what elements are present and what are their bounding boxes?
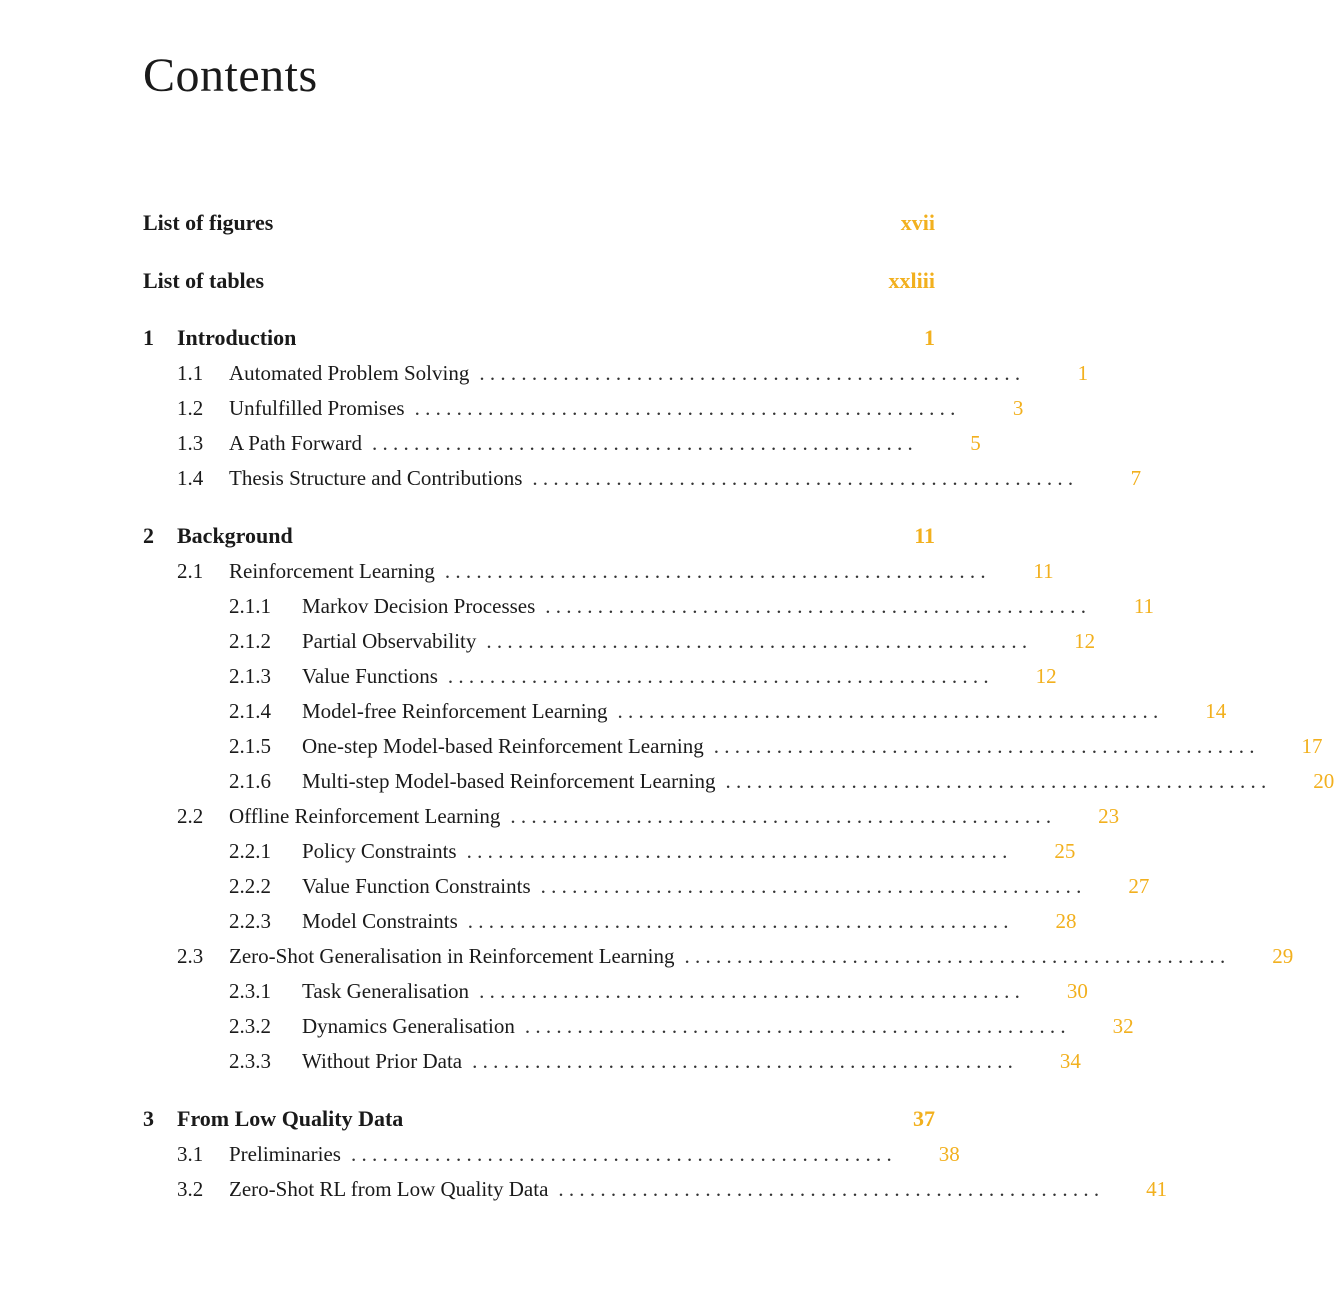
toc-page-link[interactable]: xxliii	[888, 268, 935, 293]
toc-subsection-2-3-2[interactable]	[229, 1011, 1134, 1041]
dot-leader: . . . . . . . . . . . . . . . . . . . . . . . . . . . . . . . . . . . . . . . . . . . . . . . . . . . .	[524, 1014, 1066, 1038]
toc-entry-number: 2.1.5	[229, 734, 271, 758]
toc-entry-label: Policy Constraints	[302, 839, 457, 863]
toc-entry-label: Without Prior Data	[302, 1049, 463, 1073]
toc-entry-label: A Path Forward	[229, 431, 362, 455]
dot-leader: . . . . . . . . . . . . . . . . . . . . . . . . . . . . . . . . . . . . . . . . . . . . . . . . . . . .	[510, 804, 1052, 828]
toc-entry-label: Value Functions	[302, 664, 438, 688]
toc-page-link[interactable]: 1	[924, 325, 935, 350]
toc-entry-label: Reinforcement Learning	[229, 559, 435, 583]
dot-leader: . . . . . . . . . . . . . . . . . . . . . . . . . . . . . . . . . . . . . . . . . . . . . . . . . . . .	[467, 909, 1009, 933]
toc-page-link[interactable]: 30	[1066, 979, 1088, 1003]
toc-entry-number: 2.2.2	[229, 874, 271, 898]
toc-section-1-3[interactable]	[177, 428, 981, 458]
dot-leader: . . . . . . . . . . . . . . . . . . . . . . . . . . . . . . . . . . . . . . . . . . . . . . . . . . . .	[540, 874, 1082, 898]
toc-page-link[interactable]: xvii	[900, 210, 935, 235]
toc-subsection-2-3-1[interactable]	[229, 976, 1088, 1006]
toc-entry-label: Model Constraints	[302, 909, 458, 933]
dot-leader: . . . . . . . . . . . . . . . . . . . . . . . . . . . . . . . . . . . . . . . . . . . . . . . . . . . .	[713, 734, 1255, 758]
toc-entry-number: 1.2	[177, 396, 204, 420]
toc-section-2-1[interactable]	[177, 556, 1054, 586]
dot-leader: . . . . . . . . . . . . . . . . . . . . . . . . . . . . . . . . . . . . . . . . . . . . . . . . . . . .	[414, 396, 956, 420]
toc-page-link[interactable]: 23	[1098, 804, 1120, 828]
dot-leader: . . . . . . . . . . . . . . . . . . . . . . . . . . . . . . . . . . . . . . . . . . . . . . . . . . . .	[444, 559, 986, 583]
toc-page-link[interactable]: 37	[913, 1106, 935, 1131]
dot-leader: . . . . . . . . . . . . . . . . . . . . . . . . . . . . . . . . . . . . . . . . . . . . . . . . . . . .	[479, 979, 1020, 1003]
toc-page-link[interactable]: 25	[1054, 839, 1076, 863]
toc-section-1-4[interactable]	[177, 463, 1142, 493]
toc-chapter-2[interactable]	[143, 521, 935, 551]
toc-subsection-2-1-2[interactable]	[229, 626, 1096, 656]
toc-entry-list-of-tables[interactable]	[143, 266, 935, 296]
toc-entry-number: 3	[143, 1106, 154, 1131]
toc-page-link[interactable]: 5	[970, 431, 981, 455]
toc-entry-list-of-figures[interactable]	[143, 208, 935, 238]
toc-page-link[interactable]: 12	[1035, 664, 1057, 688]
toc-entry-number: 2.2.1	[229, 839, 271, 863]
toc-subsection-2-3-3[interactable]	[229, 1046, 1081, 1076]
toc-page-link[interactable]: 1	[1077, 361, 1089, 385]
toc-entry-number: 2.2	[177, 804, 204, 828]
dot-leader: . . . . . . . . . . . . . . . . . . . . . . . . . . . . . . . . . . . . . . . . . . . . . . . . . . . .	[545, 594, 1087, 618]
toc-subsection-2-1-1[interactable]	[229, 591, 1155, 621]
toc-entry-number: 2	[143, 523, 154, 548]
toc-entry-label: Automated Problem Solving	[229, 361, 470, 385]
toc-entry-number: 2.1.3	[229, 664, 271, 688]
dot-leader: . . . . . . . . . . . . . . . . . . . . . . . . . . . . . . . . . . . . . . . . . . . . . . . . . . . .	[447, 664, 989, 688]
toc-entry-number: 2.3.2	[229, 1014, 271, 1038]
toc-entry-number: 2.3.1	[229, 979, 271, 1003]
toc-entry-number: 3.1	[177, 1142, 204, 1166]
toc-subsection-2-2-1[interactable]	[229, 836, 1076, 866]
toc-section-1-2[interactable]	[177, 393, 1024, 423]
dot-leader: . . . . . . . . . . . . . . . . . . . . . . . . . . . . . . . . . . . . . . . . . . . . . . . . . . . .	[472, 1049, 1013, 1073]
toc-entry-label: From Low Quality Data	[177, 1106, 404, 1131]
toc-entry-label: List of tables	[143, 268, 264, 293]
toc-page-link[interactable]: 29	[1272, 944, 1294, 968]
toc-entry-label: Value Function Constraints	[302, 874, 531, 898]
toc-entry-label: Introduction	[177, 325, 297, 350]
toc-entry-number: 1.1	[177, 361, 204, 385]
toc-subsection-2-2-2[interactable]	[229, 871, 1150, 901]
toc-entry-label: Offline Reinforcement Learning	[229, 804, 501, 828]
toc-section-2-2[interactable]	[177, 801, 1120, 831]
dot-leader: . . . . . . . . . . . . . . . . . . . . . . . . . . . . . . . . . . . . . . . . . . . . . . . . . . . .	[617, 699, 1159, 723]
toc-entry-number: 1.4	[177, 466, 204, 490]
dot-leader: . . . . . . . . . . . . . . . . . . . . . . . . . . . . . . . . . . . . . . . . . . . . . . . . . . . .	[486, 629, 1028, 653]
toc-entry-number: 2.1.1	[229, 594, 271, 618]
dot-leader: . . . . . . . . . . . . . . . . . . . . . . . . . . . . . . . . . . . . . . . . . . . . . . . . . . . .	[558, 1177, 1100, 1201]
toc-subsection-2-1-5[interactable]	[229, 731, 1323, 761]
toc-entry-number: 2.1	[177, 559, 204, 583]
toc-page-link[interactable]: 11	[1033, 559, 1054, 583]
dot-leader: . . . . . . . . . . . . . . . . . . . . . . . . . . . . . . . . . . . . . . . . . . . . . . . . . . . .	[479, 361, 1021, 385]
toc-page-link[interactable]: 7	[1130, 466, 1142, 490]
toc-page-link[interactable]: 12	[1074, 629, 1096, 653]
toc-entry-label: Task Generalisation	[302, 979, 470, 1003]
toc-section-3-2[interactable]	[177, 1174, 1168, 1204]
toc-entry-label: Unfulfilled Promises	[229, 396, 405, 420]
toc-entry-label: Zero-Shot Generalisation in Reinforcement Learning	[229, 944, 675, 968]
toc-entry-label: Multi-step Model-based Reinforcement Learning	[302, 769, 716, 793]
toc-entry-label: Thesis Structure and Contributions	[229, 466, 523, 490]
toc-chapter-1[interactable]	[143, 323, 935, 353]
dot-leader: . . . . . . . . . . . . . . . . . . . . . . . . . . . . . . . . . . . . . . . . . . . . . . . . . . . .	[372, 431, 913, 455]
dot-leader: . . . . . . . . . . . . . . . . . . . . . . . . . . . . . . . . . . . . . . . . . . . . . . . . . . . .	[532, 466, 1074, 490]
toc-page-link[interactable]: 17	[1301, 734, 1323, 758]
toc-page-link[interactable]: 20	[1313, 769, 1334, 793]
toc-page-link[interactable]: 14	[1205, 699, 1227, 723]
toc-page-link[interactable]: 38	[938, 1142, 960, 1166]
toc-entry-number: 3.2	[177, 1177, 204, 1201]
dot-leader: . . . . . . . . . . . . . . . . . . . . . . . . . . . . . . . . . . . . . . . . . . . . . . . . . . . .	[466, 839, 1008, 863]
toc-entry-label: Dynamics Generalisation	[302, 1014, 515, 1038]
toc-entry-number: 2.1.6	[229, 769, 271, 793]
toc-section-3-1[interactable]	[177, 1139, 960, 1169]
toc-page-link[interactable]: 28	[1055, 909, 1077, 933]
toc-entry-number: 2.2.3	[229, 909, 271, 933]
toc-entry-label: Zero-Shot RL from Low Quality Data	[229, 1177, 549, 1201]
toc-subsection-2-1-4[interactable]	[229, 696, 1227, 726]
toc-page-link[interactable]: 32	[1112, 1014, 1134, 1038]
toc-subsection-2-1-6[interactable]	[229, 766, 1334, 796]
toc-subsection-2-2-3[interactable]	[229, 906, 1077, 936]
toc-entry-label: Partial Observability	[302, 629, 477, 653]
toc-entry-number: 1.3	[177, 431, 204, 455]
toc-section-1-1[interactable]	[177, 358, 1089, 388]
toc-entry-label: One-step Model-based Reinforcement Learning	[302, 734, 704, 758]
toc-page-link[interactable]: 34	[1059, 1049, 1081, 1073]
toc-entry-number: 1	[143, 325, 154, 350]
toc-entry-label: Model-free Reinforcement Learning	[302, 699, 608, 723]
dot-leader: . . . . . . . . . . . . . . . . . . . . . . . . . . . . . . . . . . . . . . . . . . . . . . . . . . . .	[350, 1142, 892, 1166]
toc-entry-number: 2.1.2	[229, 629, 271, 653]
dot-leader: . . . . . . . . . . . . . . . . . . . . . . . . . . . . . . . . . . . . . . . . . . . . . . . . . . . .	[684, 944, 1226, 968]
toc-entry-label: Preliminaries	[229, 1142, 341, 1166]
toc-entry-label: Markov Decision Processes	[302, 594, 536, 618]
page-title: Contents	[143, 49, 318, 102]
toc-subsection-2-1-3[interactable]	[229, 661, 1057, 691]
toc-page-link[interactable]: 27	[1128, 874, 1150, 898]
toc-chapter-3[interactable]	[143, 1104, 935, 1134]
dot-leader: . . . . . . . . . . . . . . . . . . . . . . . . . . . . . . . . . . . . . . . . . . . . . . . . . . . .	[725, 769, 1267, 793]
toc-entry-number: 2.3	[177, 944, 204, 968]
toc-page-link[interactable]: 3	[1012, 396, 1024, 420]
toc-entry-number: 2.1.4	[229, 699, 271, 723]
toc-section-2-3[interactable]	[177, 941, 1294, 971]
toc-entry-label: List of figures	[143, 210, 274, 235]
toc-entry-label: Background	[177, 523, 293, 548]
toc-page-link[interactable]: 41	[1146, 1177, 1168, 1201]
toc-entry-number: 2.3.3	[229, 1049, 271, 1073]
toc-page-link[interactable]: 11	[914, 523, 935, 548]
toc-page-link[interactable]: 11	[1133, 594, 1155, 618]
